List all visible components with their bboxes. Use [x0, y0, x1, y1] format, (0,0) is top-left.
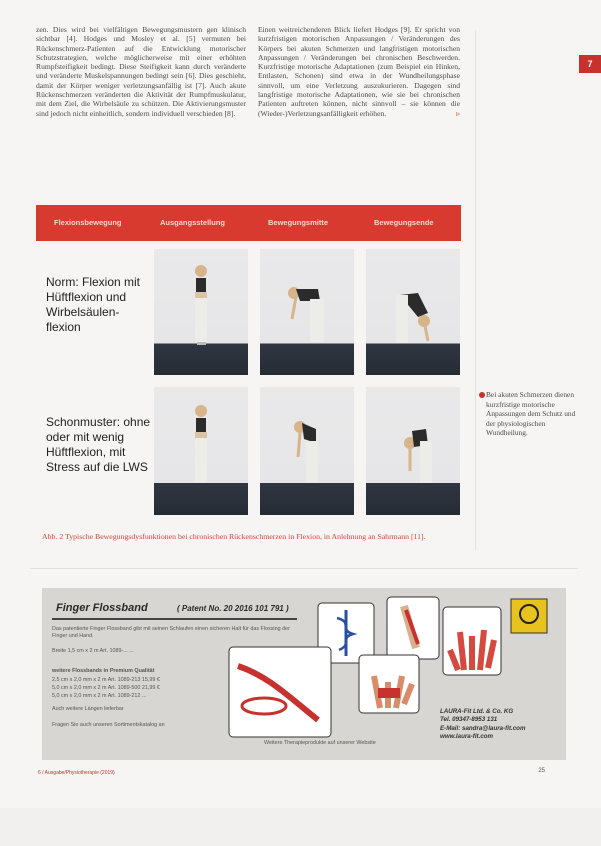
- flossband-product-icon: [228, 646, 332, 738]
- sidenote: [486, 390, 576, 438]
- person-bending-icon: [260, 249, 354, 375]
- ad-title: Finger Flossband: [56, 602, 148, 614]
- left-text-column: zen. Dies wird bei vielfältigen Bewegungsmustern gen klinisch sichtbar [4]. Hodges und Mosley et al. [5] vermuten bei Rückenschmerz-Patienten auf die Entwicklung motorischer Schutzstrategien, welche möglicherweise mit einer erhöhten Rumpfsteifigkeit bedingt. Diese Steifigkeit kann durch veränderte und veränderte Muskelspannungen bedingt sein [6]. Dies geschieht, damit der Körper weniger verletzungsanfällig ist [7]. Auch akute Rückenschmerzen veränderten die Aktivität der Rumpfmuskulatur, mit dem Ziel, die Wirbelsäule zu schützen. Die Aktivierungsmuster sind jedoch nicht einheitlich, sondern individuell verschieden [8].: [36, 25, 246, 118]
- photo-norm-end: [366, 249, 460, 375]
- person-forward-fold-icon: [366, 387, 460, 515]
- advertisement: [42, 588, 566, 760]
- chapter-tab: 7: [579, 55, 601, 73]
- middle-text: Einen weitreichenderen Blick liefert Hodges [9]. Er spricht von kurzfristigen motorischen Anpassungen / Veränderungen des Körpers bei akuten Schmerzen und langfristigen motorischen Anpassungen / Veränderungen bei chronischen Beschwerden. Kurzfristige motorische Adaptationen (zum Beispiel ein Hinken, Entlasten, Schonen) sind etwa in der Wundheilungsphase sinnvoll, um eine Verletzung auszukurieren. Dagegen sind langfristige motorische Adaptationen, wie sie bei chronischen Patienten auftreten können, nicht sinnvoll – sie können die (Wieder-)Verletzungsanfälligkeit erhöhen.: [258, 25, 460, 118]
- figure-header-bar: [36, 205, 461, 241]
- header-mid: Bewegungsmitte: [268, 218, 329, 227]
- photo-schon-start: [154, 387, 248, 515]
- ad-line-a: Breite 1,5 cm x 2 m Art. 1089-... ...: [52, 648, 134, 654]
- ad-rule: [52, 618, 297, 620]
- middle-text-column: [258, 25, 460, 118]
- row-label-norm: Norm: Flexion mit Hüftflexion und Wirbelsäulen-flexion: [46, 275, 141, 334]
- photo-norm-start: [154, 249, 248, 375]
- person-standing-icon: [154, 249, 248, 375]
- ad-bottom-mid: Weitere Therapieprodukte auf unserer Website: [264, 740, 376, 746]
- photo-schon-end: [366, 387, 460, 515]
- bullet-icon: [479, 392, 485, 398]
- person-standing-icon: [154, 387, 248, 515]
- ad-extra: Auch weitere Längen lieferbar: [52, 706, 124, 712]
- finger-band-icon: [386, 596, 440, 660]
- sidenote-text: Bei akuten Schmerzen dienen kurzfristige motorische Anpassungen dem Schutz und der physiologischen Wundheilung.: [486, 390, 576, 438]
- photo-schon-mid: [260, 387, 354, 515]
- header-end: Bewegungsende: [374, 218, 434, 227]
- brand-logo-icon: [510, 598, 548, 634]
- ad-quality-title: weitere Flossbands in Premium Qualität: [52, 668, 155, 674]
- bottom-blank-strip: [0, 808, 601, 846]
- ad-line-b: 2,5 cm x 2,0 mm x 2 m Art. 1089-213 15,99 €: [52, 677, 160, 683]
- ad-bottom-left: Fragen Sie auch unseren Sortimentskatalog an: [52, 722, 165, 728]
- ad-contact: [440, 708, 525, 742]
- column-divider: [475, 30, 476, 550]
- person-bending-icon: [260, 387, 354, 515]
- ad-line-c: 5,0 cm x 2,0 mm x 2 m Art. 1089-500 21,99 €: [52, 685, 160, 691]
- footer-issue: 6 / Ausgabe/Physiotherapie (2019): [38, 770, 115, 776]
- ad-line-d: 5,0 cm x 2,0 mm x 2 m Art. 1089-212 ...: [52, 693, 147, 699]
- figure-flexion: [36, 205, 461, 525]
- ad-email[interactable]: E-Mail: sandra@laura-fit.com: [440, 724, 526, 732]
- row-label-schonmuster: Schonmuster: ohne oder mit wenig Hüftflexion, mit Stress auf die LWS: [46, 415, 151, 474]
- ad-phone: Tel. 09347-8953 131: [440, 716, 498, 724]
- page-number: 25: [538, 768, 545, 774]
- figure-caption: Abb. 2 Typische Bewegungsdysfunktionen bei chronischen Rückenschmerzen in Flexion, in Anlehnung an Sahrmann [11].: [42, 532, 426, 541]
- person-forward-fold-icon: [366, 249, 460, 375]
- ad-intro: Das patentierte Finger Flossband gibt mit seinen Schlaufen einen sicheren Halt für das Flossing der Finger und Hand.: [52, 626, 290, 640]
- continue-arrow: ▹: [456, 108, 460, 118]
- section-divider: [30, 568, 578, 569]
- header-flexion: Flexionsbewegung: [54, 218, 122, 227]
- ad-web[interactable]: www.laura-fit.com: [440, 733, 494, 741]
- header-start: Ausgangsstellung: [160, 218, 226, 227]
- photo-norm-mid: [260, 249, 354, 375]
- hand-flossband-icon: [442, 606, 502, 676]
- wrapped-hand-icon: [358, 654, 420, 714]
- ad-patent: ( Patent No. 20 2016 101 791 ): [177, 604, 289, 613]
- ad-company: LAURA-Fit Ltd. & Co. KG: [440, 708, 514, 715]
